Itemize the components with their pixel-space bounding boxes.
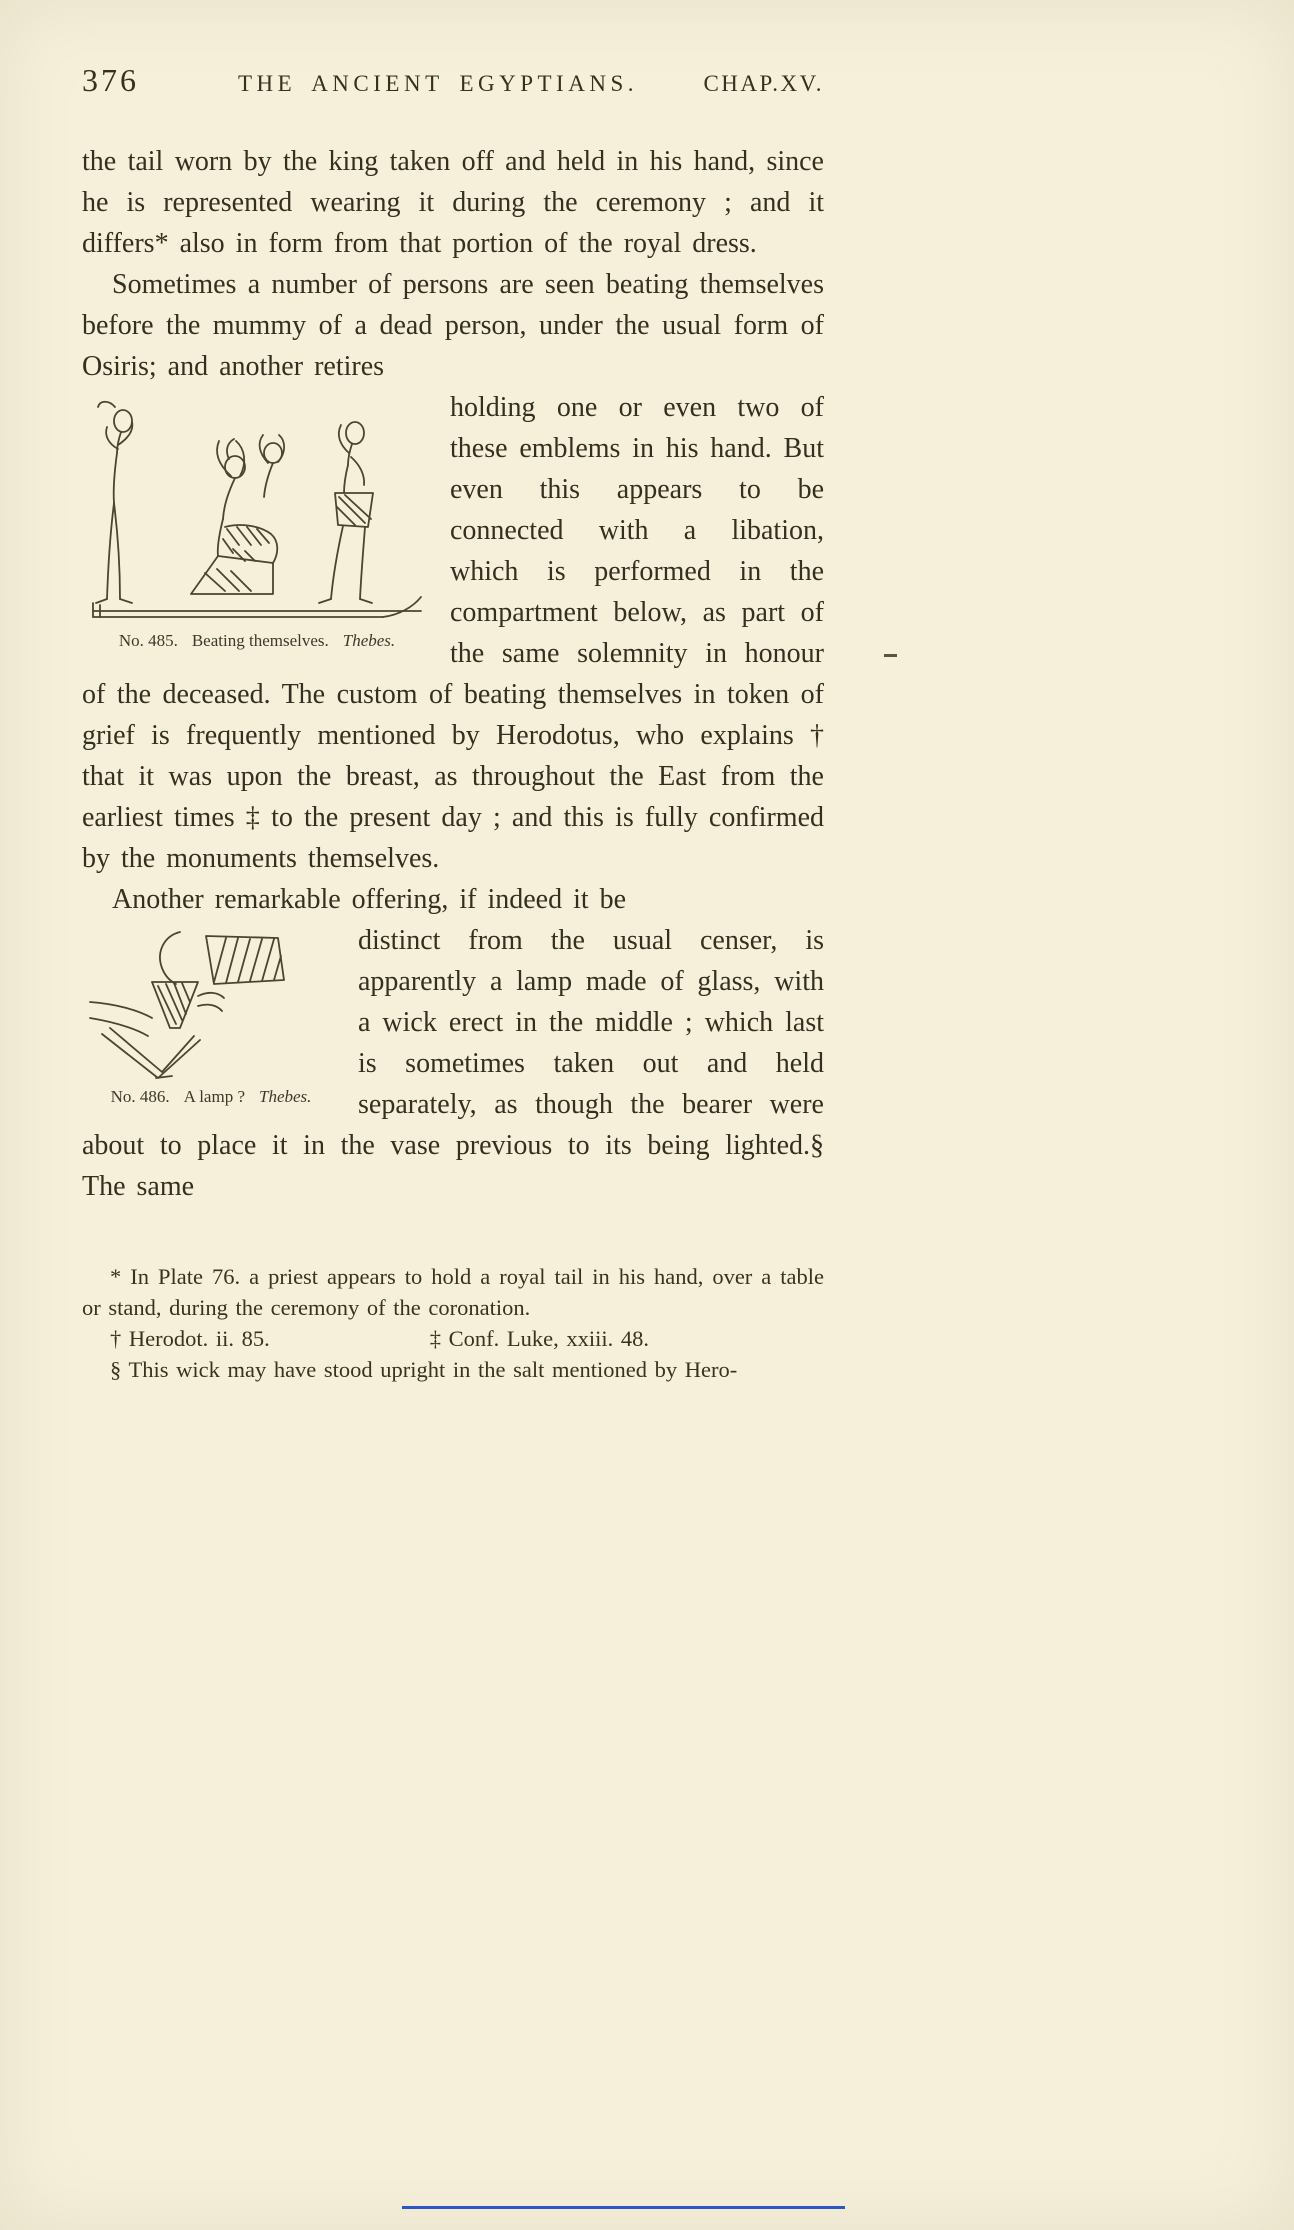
figure-485-place: Thebes.	[342, 631, 396, 650]
paragraph-3-continued: distinct from the usual censer, is apparently a lamp made of glass, with a wick erect in the middle ; which last is sometimes taken out and held separately, as though the bearer were about to place it in the vase previous to its being lighted.§ The same	[82, 925, 824, 1202]
figure-485-caption	[82, 631, 432, 651]
figure-485-number: No. 485.	[118, 631, 178, 650]
body-text	[82, 141, 824, 1207]
figure-485-drawing	[87, 393, 427, 625]
paragraph-1: the tail worn by the king taken off and held in his hand, since he is represented wearing it during the ceremony ; and it differs* also in form from that portion of the royal dress.	[82, 146, 824, 259]
chapter-label: CHAP.XV.	[703, 71, 824, 96]
figure-486	[82, 926, 340, 1107]
running-title: THE ANCIENT EGYPTIANS.	[238, 71, 638, 96]
page-content	[82, 62, 824, 1385]
figure-485-title: Beating themselves.	[191, 631, 329, 650]
figure-486-place: Thebes.	[259, 1087, 312, 1106]
running-head	[82, 62, 824, 99]
figure-486-caption	[82, 1087, 340, 1107]
paragraph-3-intro: Another remarkable offering, if indeed it be	[112, 884, 627, 915]
footnote-asterisk: * In Plate 76. a priest appears to hold a royal tail in his hand, over a table or stand, during the ceremony of the coronation.	[82, 1264, 824, 1320]
figure-485	[82, 393, 432, 651]
paragraph-2-intro: Sometimes a number of persons are seen beating themselves before the mummy of a dead person, under the usual form of Osiris; and another retires	[82, 269, 824, 382]
figure-486-drawing	[86, 926, 336, 1081]
scan-artifact-mark	[884, 654, 897, 657]
footnote-section: § This wick may have stood upright in the salt mentioned by Hero-	[110, 1357, 738, 1382]
footnotes	[82, 1261, 824, 1385]
footnote-dagger: † Herodot. ii. 85.	[110, 1326, 270, 1351]
scan-artifact-line	[402, 2206, 845, 2209]
paragraph-2-continued: holding one or even two of these emblems in his hand. But even this appears to be connected with a libation, which is performed in the compartment below, as part of the same solemnity in honour of the deceased. The custom of beating themselves in token of grief is frequently mentioned by Herodotus, who explains † that it was upon the breast, as throughout the East from the earliest times ‡ to the present day ; and this is fully confirmed by the monuments themselves.	[82, 392, 824, 874]
figure-486-number: No. 486.	[110, 1087, 170, 1106]
figure-486-title: A lamp ?	[183, 1087, 245, 1106]
page-number: 376	[82, 62, 139, 98]
footnote-row	[82, 1323, 824, 1354]
footnote-double-dagger: ‡ Conf. Luke, xxiii. 48.	[429, 1326, 649, 1351]
